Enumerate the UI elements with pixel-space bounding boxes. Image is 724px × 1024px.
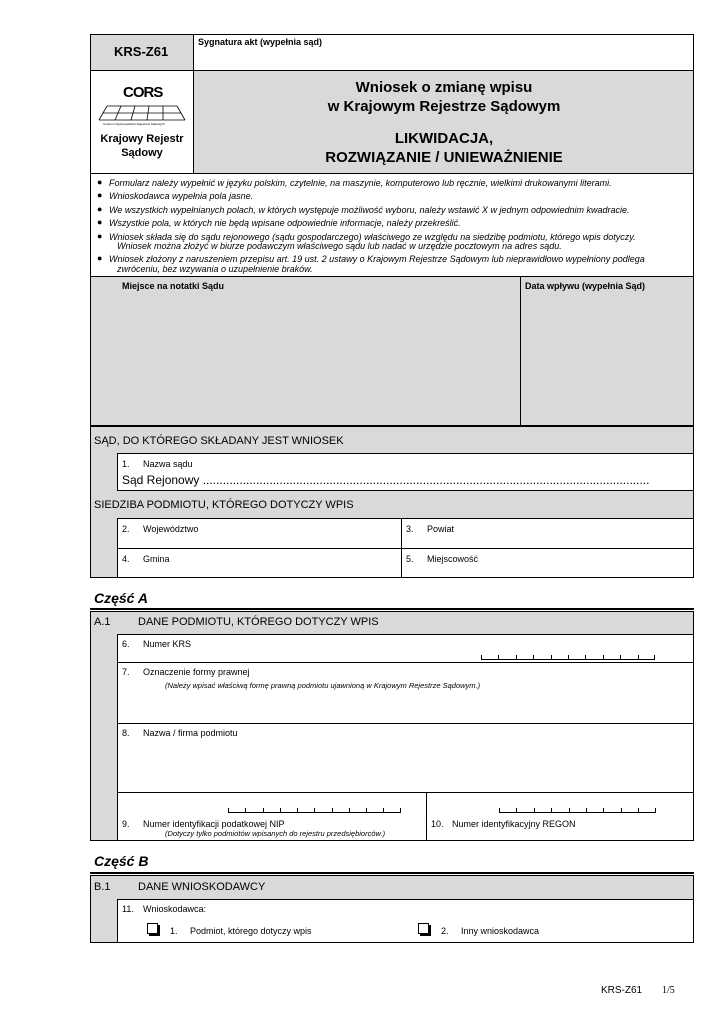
option-number: 2. [441,926,449,936]
registry-name-line2: Sądowy [121,147,163,159]
field-number: 6. [122,639,130,649]
registry-name-line1: Krajowy Rejestr [100,133,184,145]
field-number: 3. [406,524,414,534]
entity-name-label: Nazwa / firma podmiotu [143,728,238,738]
form-code: KRS-Z61 [114,44,169,59]
field-number: 2. [122,524,130,534]
part-b-title: Część B [94,853,149,869]
legal-form-label: Oznaczenie formy prawnej [143,667,250,677]
part-a-title: Część A [94,590,148,606]
form-title-line1: Wniosek o zmianę wpisu [355,79,533,96]
form-subtitle-line1: LIKWIDACJA, [394,130,494,147]
instruction-item: We wszystkich wypełnianych polach, w których występuje możliwość wyboru, należy wstawić X w jednym odpowiednim kwadracie. [109,205,630,215]
legal-form-note: (Należy wpisać właściwą formę prawną podmiotu ujawnioną w Krajowym Rejestrze Sądowym.) [165,681,481,690]
instruction-item: Wnioskodawca wypełnia pola jasne. [109,191,254,201]
logo-text: CORS [123,84,163,101]
part-a-section-number: A.1 [94,616,111,628]
locality-label: Miejscowość [427,554,479,564]
field-number: 5. [406,554,414,564]
applicant-option-1-label: Podmiot, którego dotyczy wpis [190,926,312,936]
instruction-item: Wniosek składa się do sądu rejonowego (sądu gospodarczego) właściwego ze względu na siedzibę podmiotu, którego wpis dotyczy. [109,232,636,242]
receipt-date-label: Data wpływu (wypełnia Sąd) [525,281,646,291]
court-section-heading: SĄD, DO KTÓREGO SKŁADANY JEST WNIOSEK [94,435,344,447]
court-notes-label: Miejsce na notatki Sądu [122,281,225,291]
footer-form-code: KRS-Z61 [601,985,643,996]
instruction-item: zwróceniu, bez wzywania o uzupełnienie braków. [117,264,313,274]
voivodeship-label: Województwo [143,524,199,534]
seat-section-heading: SIEDZIBA PODMIOTU, KTÓREGO DOTYCZY WPIS [94,499,354,511]
court-notes-area [90,276,694,426]
part-b-section-title: DANE WNIOSKODAWCY [138,881,266,893]
instruction-item: Wniosek można złożyć w biurze podawczym właściwego sądu lub nadać w urzędzie pocztowym na adres sądu. [117,241,562,251]
court-name-value: Sąd Rejonowy ...................................................................................................................................... [122,473,650,487]
part-a-section-title: DANE PODMIOTU, KTÓREGO DOTYCZY WPIS [138,616,379,628]
logo-subtext: Centrum Ogólnopolskich Rejestrów Sądowych [103,122,165,126]
nip-comb[interactable] [228,806,401,813]
nip-note: (Dotyczy tylko podmiotów wpisanych do rejestru przedsiębiorców.) [165,829,386,838]
regon-field[interactable] [426,792,694,841]
regon-comb[interactable] [499,806,656,813]
instruction-item: Wniosek złożony z naruszeniem przepisu art. 19 ust. 2 ustawy o Krajowym Rejestrze Sądowym lub nieprawidłowo wypełniony podlega [109,254,645,264]
applicant-option-1-checkbox[interactable] [147,923,158,934]
district-label: Powiat [427,524,455,534]
instruction-item: Wszystkie pola, w których nie będą wpisane odpowiednie informacje, należy przekreślić. [109,218,461,228]
krs-number-label: Numer KRS [143,639,192,649]
applicant-label: Wnioskodawca: [143,904,207,914]
signature-label: Sygnatura akt (wypełnia sąd) [198,37,323,47]
form-subtitle-line2: ROZWIĄZANIE / UNIEWAŻNIENIE [325,149,563,166]
form-title-line2: w Krajowym Rejestrze Sądowym [327,98,561,115]
applicant-option-2-checkbox[interactable] [418,923,429,934]
cors-logo [95,82,189,128]
field-number: 7. [122,667,130,677]
field-number: 4. [122,554,130,564]
nip-label: Numer identyfikacji podatkowej NIP [143,819,285,829]
court-name-label: Nazwa sądu [143,459,193,469]
field-number: 9. [122,819,130,829]
field-number: 11. [122,904,134,914]
regon-label: Numer identyfikacyjny REGON [452,819,576,829]
field-number: 10. [431,819,444,829]
field-number: 8. [122,728,130,738]
instruction-item: Formularz należy wypełnić w języku polskim, czytelnie, na maszynie, komputerowo lub ręcznie, wielkimi drukowanymi literami. [109,178,612,188]
part-b-section-number: B.1 [94,881,111,893]
applicant-option-2-label: Inny wnioskodawca [461,926,540,936]
krs-number-comb[interactable] [481,653,655,660]
footer-page-number: 1/5 [662,985,675,996]
commune-label: Gmina [143,554,170,564]
field-number: 1. [122,459,130,469]
option-number: 1. [170,926,178,936]
